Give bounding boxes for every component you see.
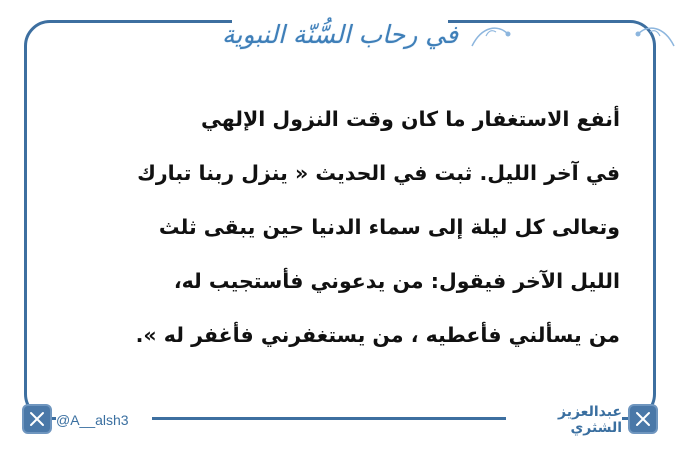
x-logo-icon[interactable]	[628, 404, 658, 434]
text-line: وتعالى كل ليلة إلى سماء الدنيا حين يبقى ثلث	[158, 215, 620, 239]
x-logo-icon[interactable]	[22, 404, 52, 434]
header-title: في رحاب السُّنّة النبوية	[221, 19, 459, 49]
x-logo-glyph	[29, 411, 45, 427]
text-line: في آخر الليل. ثبت في الحديث « ينزل ربنا تبارك	[137, 161, 620, 185]
floral-ornament-icon	[622, 16, 678, 52]
floral-ornament-icon	[468, 16, 524, 52]
x-logo-glyph	[635, 411, 651, 427]
text-line: من يسألني فأعطيه ، من يستغفرني فأغفر له ».	[135, 323, 620, 347]
author-container	[506, 404, 622, 436]
handle-container	[56, 404, 152, 436]
hadith-text	[60, 92, 620, 362]
header-banner	[221, 6, 459, 62]
author-name: عبدالعزيز الشثري	[558, 404, 622, 436]
social-handle[interactable]: @A__alsh3	[56, 412, 129, 428]
text-line: الليل الآخر فيقول: من يدعوني فأستجيب له،	[173, 269, 620, 293]
text-line: أنفع الاستغفار ما كان وقت النزول الإلهي	[201, 107, 620, 131]
